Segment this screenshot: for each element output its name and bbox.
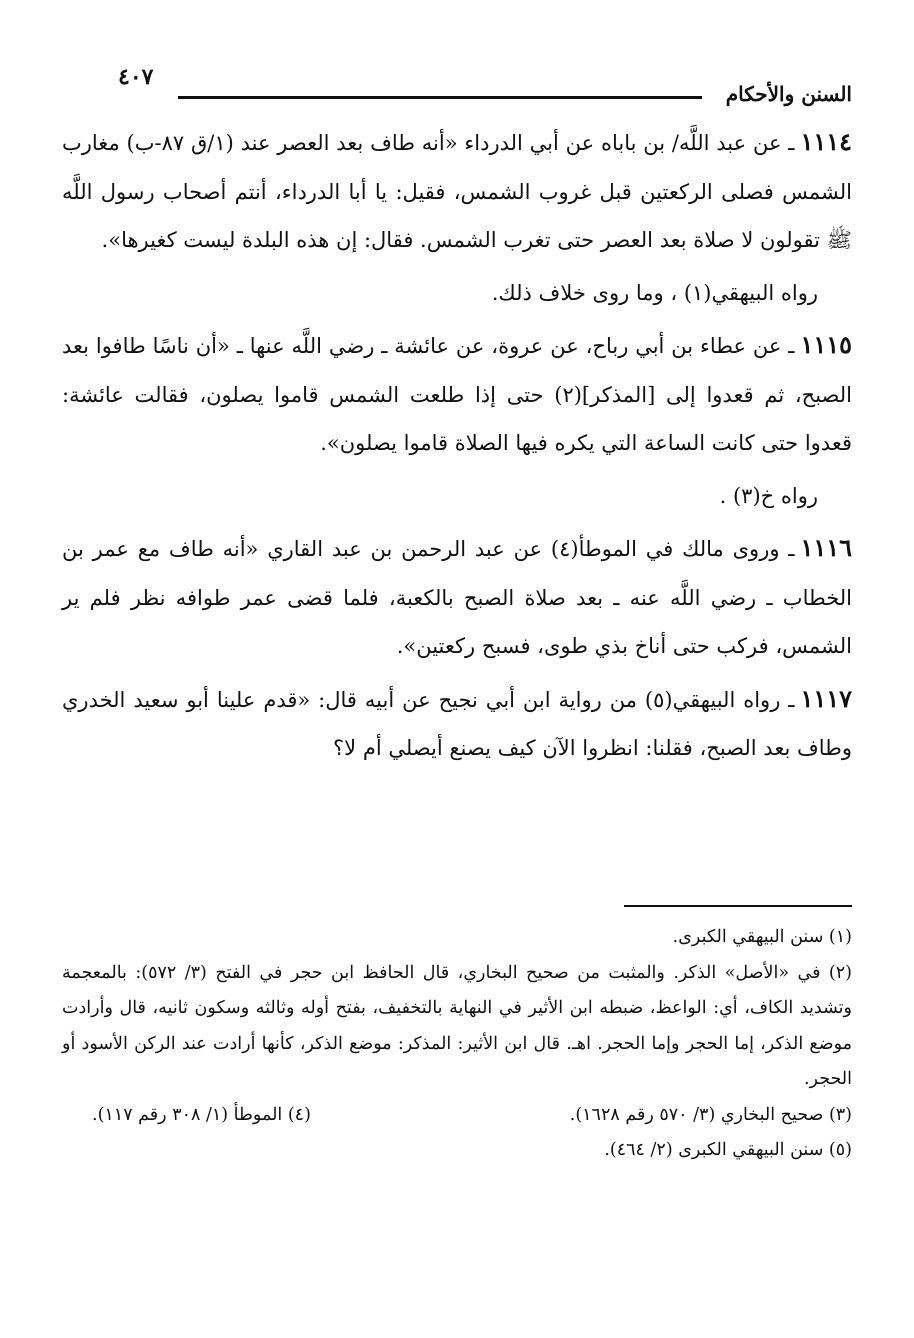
footnote-2: (٢) في «الأصل» الذكر. والمثبت من صحيح البخاري، قال الحافظ ابن حجر في الفتح (٣/ ٥٧٢): بالمعجمة وتشديد الكاف، أي: الواعظ، ضبطه ابن الأثير في النهاية بالتخفيف، بفتح أوله وثالثه وسكون ثانيه، قال وأرادت موضع الذكر، إما الحجر وإما الحجر. اهـ. قال ابن الأثير: المذكر: موضع الذكر، كأنها أرادت عند الركن الأسود أو الحجر. [62,962,852,1089]
entry-number: ١١١٦ [800,533,852,562]
header-rule [178,96,702,99]
footnote-rule [624,905,852,907]
running-header [118,60,852,110]
entry-source: رواه البيهقي(١) ، وما روى خلاف ذلك. [491,280,818,305]
footnote-1: (١) سنن البيهقي الكبرى. [672,927,852,947]
entry-text: ـ وروى مالك في الموطأ(٤) عن عبد الرحمن بن عبد القاري «أنه طاف مع عمر بن الخطاب ـ رضي اللَّه عنه ـ بعد صلاة الصبح بالكعبة، فلما قضى عمر طوافه نظر فلم ير الشمس، فركب حتى أناخ بذي طوى، فسبح ركعتين». [62,537,852,658]
entry-1115 [62,321,852,468]
entry-number: ١١١٧ [800,683,853,713]
footnote-row-3-4 [62,1098,852,1134]
header-title: السنن والأحكام [725,82,852,106]
main-text [62,118,852,773]
entry-text: ـ عن عبد اللَّه/ بن باباه عن أبي الدرداء «أنه طاف بعد العصر عند (١/ق ٨٧-ب) مغارب الشمس فصلى الركعتين قبل غروب الشمس، فقيل: يا أبا الدرداء، أنتم أصحاب رسول اللَّه ﷺ تقولون لا صلاة بعد العصر حتى تغرب الشمس. فقال: إن هذه البلدة ليست كغيرها». [62,131,852,252]
entry-number: ١١١٤ [800,127,853,156]
footnote-3: (٣) صحيح البخاري (٣/ ٥٧٠ رقم ١٦٢٨). [569,1104,852,1125]
entry-1116 [62,524,852,671]
footnotes [62,920,852,1169]
entry-1117 [62,675,852,773]
entry-text: ـ رواه البيهقي(٥) من رواية ابن أبي نجيح عن أبيه قال: «قدم علينا أبو سعيد الخدري وطاف بعد الصبح، فقلنا: انظروا الآن كيف يصنع أيصلي أم لا؟ [62,687,852,760]
entry-source: رواه خ(٣) . [719,483,818,508]
entry-text: ـ عن عطاء بن أبي رباح، عن عروة، عن عائشة ـ رضي اللَّه عنها ـ «أن ناسًا طافوا بعد الصبح، ثم قعدوا إلى [المذكر](٢) حتى إذا طلعت الشمس قاموا يصلون، فقالت عائشة: قعدوا حتى كانت الساعة التي يكره فيها الصلاة قاموا يصلون». [62,334,852,455]
footnote-4: (٤) الموطأ (١/ ٣٠٨ رقم ١١٧). [92,1104,311,1125]
entry-1114 [62,118,852,265]
page-number: ٤٠٧ [118,64,154,90]
entry-number: ١١١٥ [800,330,852,359]
footnote-5: (٥) سنن البيهقي الكبرى (٢/ ٤٦٤). [604,1140,852,1160]
